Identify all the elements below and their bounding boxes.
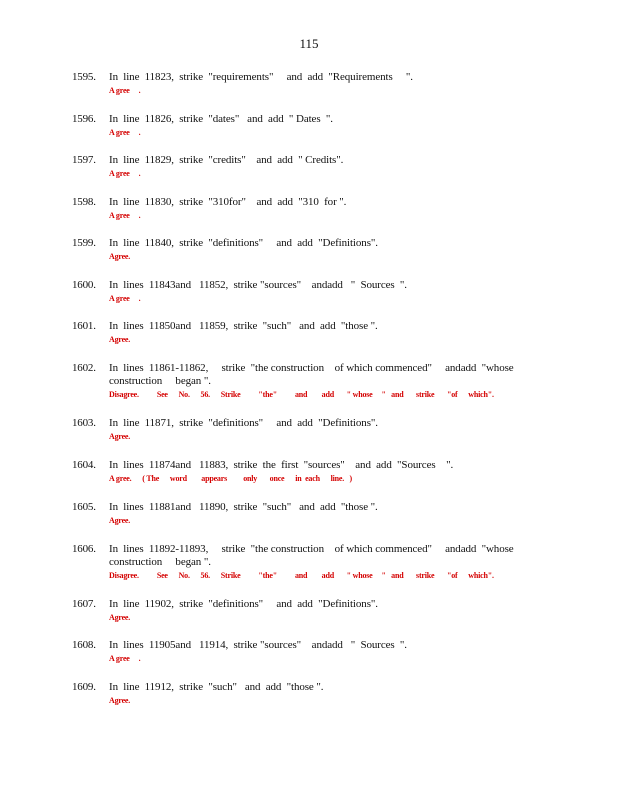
amendment-response: A gree . xyxy=(109,169,141,178)
amendment-instruction: In lines 11905and 11914, strike "sources" andadd " Sources ". xyxy=(109,639,407,651)
amendment-instruction: In lines 11850and 11859, strike "such" and add "those ". xyxy=(109,320,378,332)
amendment-response: Agree. xyxy=(109,695,131,705)
amendment-response: A gree . xyxy=(109,210,141,220)
amendment-number: 1601. xyxy=(72,320,96,332)
amendment-item xyxy=(0,417,618,459)
amendment-instruction-continued: construction began ". xyxy=(109,555,211,568)
amendment-item xyxy=(0,598,618,640)
amendment-number: 1598. xyxy=(72,195,96,208)
amendment-number: 1603. xyxy=(72,417,96,429)
amendment-number: 1604. xyxy=(72,459,96,471)
amendment-response: Agree. xyxy=(109,252,131,261)
amendment-item xyxy=(0,154,618,196)
amendment-response: Disagree. See No. 56. Strike "the" and add " whose " and strike "of which". xyxy=(109,390,494,399)
amendment-number: 1609. xyxy=(72,680,96,693)
amendment-number: 1605. xyxy=(72,501,96,513)
amendment-item xyxy=(0,543,618,598)
amendment-item xyxy=(0,362,618,417)
amendment-item xyxy=(0,279,618,321)
amendment-response: A gree. ( The word appears only once in each line. ) xyxy=(109,474,352,483)
amendment-response: Disagree. See No. 56. Strike "the" and add " whose " and strike "of which". xyxy=(109,570,494,580)
amendment-item xyxy=(0,459,618,501)
amendment-number: 1607. xyxy=(72,597,96,610)
amendment-item xyxy=(0,681,618,723)
amendment-response: Agree. xyxy=(109,335,131,344)
amendment-response: Agree. xyxy=(109,432,131,441)
amendment-instruction: In lines 11843and 11852, strike "sources" andadd " Sources ". xyxy=(109,278,407,291)
amendment-item xyxy=(0,237,618,279)
amendment-instruction: In lines 11861-11862, strike "the construction of which commenced" andadd "whose xyxy=(109,362,514,374)
amendment-number: 1596. xyxy=(72,112,96,125)
amendment-item xyxy=(0,113,618,155)
amendment-instruction: In line 11823, strike "requirements" and add "Requirements ". xyxy=(109,71,413,83)
amendment-instruction: In lines 11874and 11883, strike the first "sources" and add "Sources ". xyxy=(109,459,454,471)
amendment-number: 1606. xyxy=(72,542,96,555)
amendment-instruction: In line 11902, strike "definitions" and add "Definitions". xyxy=(109,597,378,610)
amendment-instruction: In line 11826, strike "dates" and add " Dates ". xyxy=(109,112,333,125)
amendment-response: Agree. xyxy=(109,612,131,622)
amendment-item xyxy=(0,196,618,238)
amendment-item xyxy=(0,501,618,543)
amendment-item xyxy=(0,71,618,113)
amendment-number: 1602. xyxy=(72,362,96,374)
amendment-instruction-continued: construction began ". xyxy=(109,375,211,387)
amendment-instruction: In line 11829, strike "credits" and add " Credits". xyxy=(109,154,344,166)
amendment-instruction: In lines 11881and 11890, strike "such" and add "those ". xyxy=(109,501,378,513)
amendment-number: 1600. xyxy=(72,278,96,291)
amendment-response: Agree. xyxy=(109,516,131,525)
amendment-number: 1595. xyxy=(72,71,96,83)
amendment-item xyxy=(0,639,618,681)
amendment-instruction: In lines 11892-11893, strike "the construction of which commenced" andadd "whose xyxy=(109,542,514,555)
amendment-response: A gree . xyxy=(109,127,141,137)
amendment-response: A gree . xyxy=(109,86,141,95)
page-number: 115 xyxy=(299,36,319,51)
amendment-response: A gree . xyxy=(109,654,141,663)
amendment-number: 1608. xyxy=(72,639,96,651)
amendment-instruction: In line 11830, strike "310for" and add "310 for ". xyxy=(109,195,347,208)
amendment-list xyxy=(0,71,618,722)
amendment-instruction: In line 11840, strike "definitions" and add "Definitions". xyxy=(109,237,378,249)
amendment-item xyxy=(0,320,618,362)
amendment-number: 1599. xyxy=(72,237,96,249)
amendment-instruction: In line 11912, strike "such" and add "those ". xyxy=(109,680,324,693)
amendment-instruction: In line 11871, strike "definitions" and add "Definitions". xyxy=(109,417,378,429)
amendment-response: A gree . xyxy=(109,293,141,303)
amendment-number: 1597. xyxy=(72,154,96,166)
